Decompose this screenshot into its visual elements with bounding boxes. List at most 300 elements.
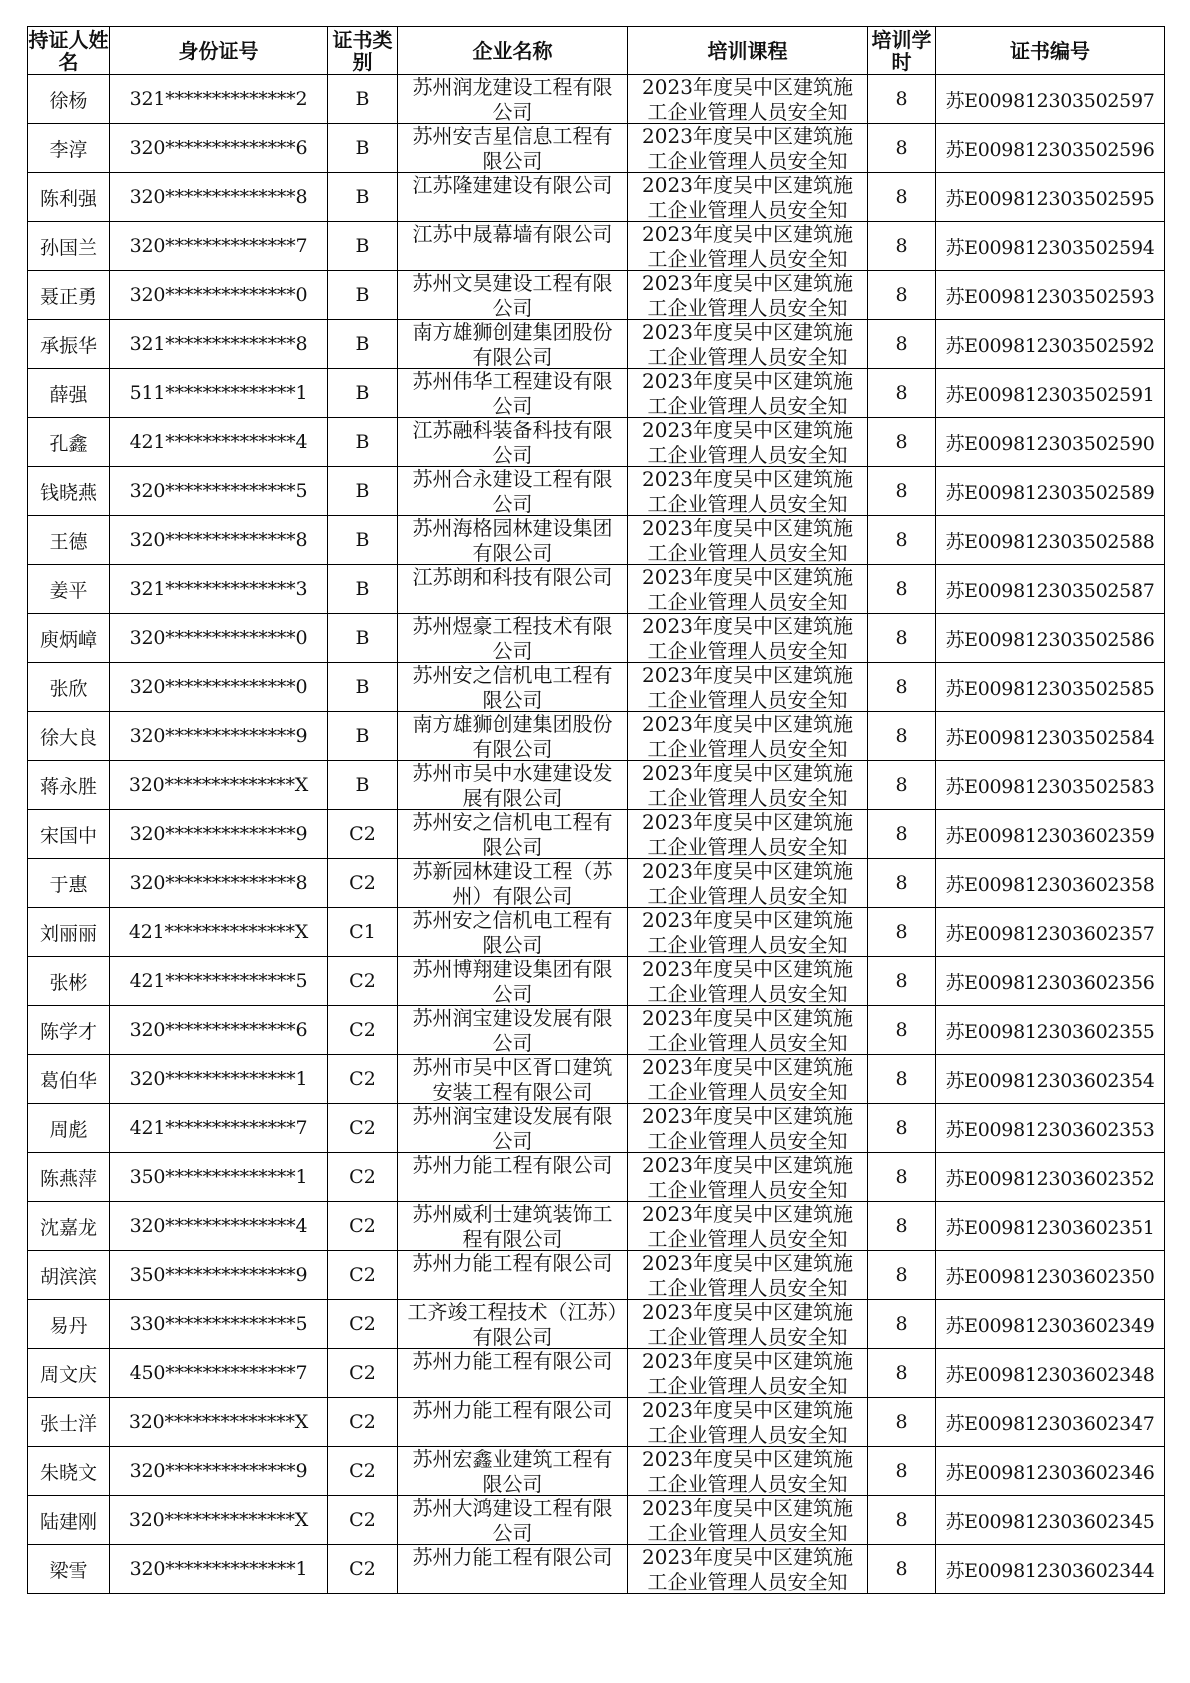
hours-cell: 8 xyxy=(868,1055,936,1104)
cert-type-cell: B xyxy=(328,663,398,712)
holder-name-cell: 梁雪 xyxy=(28,1545,110,1594)
id-number-cell: 421**************X xyxy=(110,908,328,957)
cert-number-cell: 苏E009812303502583 xyxy=(936,761,1165,810)
course-cell-text: 2023年度吴中区建筑施工企业管理人员安全知 xyxy=(642,565,853,613)
cert-number-cell: 苏E009812303602347 xyxy=(936,1398,1165,1447)
company-cell xyxy=(398,1251,628,1300)
course-cell-text: 2023年度吴中区建筑施工企业管理人员安全知 xyxy=(642,467,853,515)
id-number-cell: 320**************X xyxy=(110,1398,328,1447)
hours-cell: 8 xyxy=(868,75,936,124)
table-row xyxy=(28,418,1165,467)
company-cell xyxy=(398,1545,628,1594)
course-cell xyxy=(628,1447,868,1496)
id-number-cell: 421**************4 xyxy=(110,418,328,467)
cert-number-cell: 苏E009812303602349 xyxy=(936,1300,1165,1349)
table-row xyxy=(28,1398,1165,1447)
table-row xyxy=(28,614,1165,663)
table-row xyxy=(28,810,1165,859)
cert-type-cell: B xyxy=(328,320,398,369)
company-cell xyxy=(398,663,628,712)
course-cell xyxy=(628,614,868,663)
holder-name-cell: 钱晓燕 xyxy=(28,467,110,516)
company-cell xyxy=(398,418,628,467)
course-cell xyxy=(628,1496,868,1545)
company-cell-text: 苏州合永建设工程有限公司 xyxy=(412,467,613,515)
company-cell xyxy=(398,1447,628,1496)
company-cell xyxy=(398,1398,628,1447)
company-cell xyxy=(398,369,628,418)
hours-cell: 8 xyxy=(868,1006,936,1055)
cert-number-cell: 苏E009812303502596 xyxy=(936,124,1165,173)
company-cell-text: 苏州威利士建筑装饰工程有限公司 xyxy=(412,1202,613,1250)
company-cell xyxy=(398,859,628,908)
holder-name-cell: 徐大良 xyxy=(28,712,110,761)
hours-cell: 8 xyxy=(868,565,936,614)
cert-number-cell: 苏E009812303502585 xyxy=(936,663,1165,712)
course-cell-text: 2023年度吴中区建筑施工企业管理人员安全知 xyxy=(642,1006,853,1054)
course-cell xyxy=(628,957,868,1006)
company-cell-text: 苏新园林建设工程（苏州）有限公司 xyxy=(412,859,613,907)
holder-name-cell: 周彪 xyxy=(28,1104,110,1153)
table-row xyxy=(28,1251,1165,1300)
cert-number-cell: 苏E009812303602358 xyxy=(936,859,1165,908)
cert-type-cell: B xyxy=(328,418,398,467)
holder-name-cell: 陆建刚 xyxy=(28,1496,110,1545)
id-number-cell: 320**************6 xyxy=(110,1006,328,1055)
course-cell-text: 2023年度吴中区建筑施工企业管理人员安全知 xyxy=(642,75,853,123)
header-row xyxy=(28,27,1165,75)
table-row xyxy=(28,1300,1165,1349)
hours-cell: 8 xyxy=(868,1202,936,1251)
course-cell-text: 2023年度吴中区建筑施工企业管理人员安全知 xyxy=(642,271,853,319)
company-cell xyxy=(398,1153,628,1202)
company-cell-text: 江苏隆建建设有限公司 xyxy=(412,173,613,197)
company-cell xyxy=(398,1104,628,1153)
holder-name-cell: 张士洋 xyxy=(28,1398,110,1447)
cert-number-cell: 苏E009812303602359 xyxy=(936,810,1165,859)
id-number-cell: 320**************X xyxy=(110,1496,328,1545)
id-number-cell: 321**************8 xyxy=(110,320,328,369)
cert-number-cell: 苏E009812303502590 xyxy=(936,418,1165,467)
course-cell xyxy=(628,565,868,614)
cert-type-cell: C2 xyxy=(328,859,398,908)
hours-cell: 8 xyxy=(868,1545,936,1594)
company-cell xyxy=(398,1055,628,1104)
company-cell xyxy=(398,320,628,369)
header-cert-type: 证书类别 xyxy=(328,27,398,75)
course-cell xyxy=(628,712,868,761)
cert-type-cell: C2 xyxy=(328,1545,398,1594)
cert-type-cell: B xyxy=(328,222,398,271)
table-row xyxy=(28,1055,1165,1104)
id-number-cell: 320**************8 xyxy=(110,516,328,565)
company-cell xyxy=(398,124,628,173)
id-number-cell: 320**************0 xyxy=(110,614,328,663)
cert-type-cell: B xyxy=(328,712,398,761)
course-cell-text: 2023年度吴中区建筑施工企业管理人员安全知 xyxy=(642,810,853,858)
holder-name-cell: 张彬 xyxy=(28,957,110,1006)
cert-number-cell: 苏E009812303602357 xyxy=(936,908,1165,957)
cert-number-cell: 苏E009812303602346 xyxy=(936,1447,1165,1496)
course-cell xyxy=(628,173,868,222)
course-cell xyxy=(628,124,868,173)
cert-number-cell: 苏E009812303602348 xyxy=(936,1349,1165,1398)
company-cell xyxy=(398,712,628,761)
table-row xyxy=(28,1202,1165,1251)
header-company: 企业名称 xyxy=(398,27,628,75)
course-cell-text: 2023年度吴中区建筑施工企业管理人员安全知 xyxy=(642,712,853,760)
cert-type-cell: B xyxy=(328,271,398,320)
holder-name-cell: 葛伯华 xyxy=(28,1055,110,1104)
cert-type-cell: C2 xyxy=(328,1447,398,1496)
course-cell-text: 2023年度吴中区建筑施工企业管理人员安全知 xyxy=(642,1153,853,1201)
course-cell xyxy=(628,271,868,320)
hours-cell: 8 xyxy=(868,222,936,271)
course-cell-text: 2023年度吴中区建筑施工企业管理人员安全知 xyxy=(642,222,853,270)
holder-name-cell: 庾炳嶂 xyxy=(28,614,110,663)
hours-cell: 8 xyxy=(868,614,936,663)
course-cell-text: 2023年度吴中区建筑施工企业管理人员安全知 xyxy=(642,369,853,417)
course-cell xyxy=(628,418,868,467)
hours-cell: 8 xyxy=(868,467,936,516)
course-cell xyxy=(628,1300,868,1349)
hours-cell: 8 xyxy=(868,859,936,908)
company-cell-text: 苏州力能工程有限公司 xyxy=(412,1398,613,1422)
company-cell-text: 苏州市吴中水建建设发展有限公司 xyxy=(412,761,613,809)
id-number-cell: 350**************9 xyxy=(110,1251,328,1300)
course-cell xyxy=(628,1006,868,1055)
company-cell xyxy=(398,516,628,565)
course-cell xyxy=(628,1251,868,1300)
cert-type-cell: C2 xyxy=(328,1398,398,1447)
cert-number-cell: 苏E009812303602353 xyxy=(936,1104,1165,1153)
company-cell xyxy=(398,1202,628,1251)
id-number-cell: 421**************7 xyxy=(110,1104,328,1153)
company-cell-text: 苏州润龙建设工程有限公司 xyxy=(412,75,613,123)
company-cell-text: 江苏融科装备科技有限公司 xyxy=(412,418,613,466)
holder-name-cell: 周文庆 xyxy=(28,1349,110,1398)
holder-name-cell: 徐杨 xyxy=(28,75,110,124)
hours-cell: 8 xyxy=(868,1496,936,1545)
company-cell xyxy=(398,614,628,663)
holder-name-cell: 胡滨滨 xyxy=(28,1251,110,1300)
cert-type-cell: C2 xyxy=(328,1202,398,1251)
cert-number-cell: 苏E009812303602345 xyxy=(936,1496,1165,1545)
hours-cell: 8 xyxy=(868,418,936,467)
holder-name-cell: 聂正勇 xyxy=(28,271,110,320)
course-cell xyxy=(628,1398,868,1447)
cert-type-cell: B xyxy=(328,467,398,516)
course-cell-text: 2023年度吴中区建筑施工企业管理人员安全知 xyxy=(642,1202,853,1250)
table-body xyxy=(28,75,1165,1594)
hours-cell: 8 xyxy=(868,320,936,369)
holder-name-cell: 宋国中 xyxy=(28,810,110,859)
id-number-cell: 320**************8 xyxy=(110,173,328,222)
holder-name-cell: 张欣 xyxy=(28,663,110,712)
id-number-cell: 320**************6 xyxy=(110,124,328,173)
table-row xyxy=(28,957,1165,1006)
table-row xyxy=(28,663,1165,712)
company-cell-text: 苏州文昊建设工程有限公司 xyxy=(412,271,613,319)
course-cell-text: 2023年度吴中区建筑施工企业管理人员安全知 xyxy=(642,1104,853,1152)
hours-cell: 8 xyxy=(868,908,936,957)
course-cell-text: 2023年度吴中区建筑施工企业管理人员安全知 xyxy=(642,1055,853,1103)
hours-cell: 8 xyxy=(868,957,936,1006)
company-cell xyxy=(398,222,628,271)
id-number-cell: 320**************9 xyxy=(110,810,328,859)
company-cell xyxy=(398,271,628,320)
company-cell-text: 苏州伟华工程建设有限公司 xyxy=(412,369,613,417)
company-cell-text: 苏州市吴中区胥口建筑安装工程有限公司 xyxy=(412,1055,613,1103)
table-row xyxy=(28,908,1165,957)
hours-cell: 8 xyxy=(868,1447,936,1496)
course-cell-text: 2023年度吴中区建筑施工企业管理人员安全知 xyxy=(642,1300,853,1348)
course-cell xyxy=(628,1202,868,1251)
table-row xyxy=(28,859,1165,908)
course-cell-text: 2023年度吴中区建筑施工企业管理人员安全知 xyxy=(642,859,853,907)
table-row xyxy=(28,369,1165,418)
hours-cell: 8 xyxy=(868,1398,936,1447)
company-cell xyxy=(398,957,628,1006)
cert-number-cell: 苏E009812303502588 xyxy=(936,516,1165,565)
company-cell xyxy=(398,467,628,516)
table-row xyxy=(28,1006,1165,1055)
company-cell-text: 江苏中晟幕墙有限公司 xyxy=(412,222,613,246)
table-row xyxy=(28,516,1165,565)
course-cell-text: 2023年度吴中区建筑施工企业管理人员安全知 xyxy=(642,614,853,662)
course-cell-text: 2023年度吴中区建筑施工企业管理人员安全知 xyxy=(642,1349,853,1397)
table-header xyxy=(28,27,1165,75)
cert-number-cell: 苏E009812303602344 xyxy=(936,1545,1165,1594)
hours-cell: 8 xyxy=(868,173,936,222)
company-cell-text: 南方雄狮创建集团股份有限公司 xyxy=(412,712,613,760)
holder-name-cell: 于惠 xyxy=(28,859,110,908)
course-cell xyxy=(628,1545,868,1594)
holder-name-cell: 王德 xyxy=(28,516,110,565)
company-cell-text: 苏州安吉星信息工程有限公司 xyxy=(412,124,613,172)
company-cell xyxy=(398,1496,628,1545)
holder-name-cell: 陈学才 xyxy=(28,1006,110,1055)
company-cell xyxy=(398,75,628,124)
id-number-cell: 321**************3 xyxy=(110,565,328,614)
course-cell xyxy=(628,810,868,859)
company-cell-text: 苏州润宝建设发展有限公司 xyxy=(412,1006,613,1054)
hours-cell: 8 xyxy=(868,810,936,859)
id-number-cell: 450**************7 xyxy=(110,1349,328,1398)
holder-name-cell: 沈嘉龙 xyxy=(28,1202,110,1251)
hours-cell: 8 xyxy=(868,663,936,712)
course-cell-text: 2023年度吴中区建筑施工企业管理人员安全知 xyxy=(642,1545,853,1593)
company-cell-text: 苏州力能工程有限公司 xyxy=(412,1349,613,1373)
company-cell-text: 苏州力能工程有限公司 xyxy=(412,1545,613,1569)
id-number-cell: 320**************5 xyxy=(110,467,328,516)
course-cell-text: 2023年度吴中区建筑施工企业管理人员安全知 xyxy=(642,957,853,1005)
cert-number-cell: 苏E009812303502593 xyxy=(936,271,1165,320)
hours-cell: 8 xyxy=(868,1349,936,1398)
table-row xyxy=(28,271,1165,320)
header-course: 培训课程 xyxy=(628,27,868,75)
course-cell xyxy=(628,1349,868,1398)
course-cell xyxy=(628,320,868,369)
id-number-cell: 511**************1 xyxy=(110,369,328,418)
certificate-table xyxy=(27,26,1165,1594)
course-cell-text: 2023年度吴中区建筑施工企业管理人员安全知 xyxy=(642,761,853,809)
table-row xyxy=(28,1496,1165,1545)
cert-number-cell: 苏E009812303602351 xyxy=(936,1202,1165,1251)
holder-name-cell: 朱晓文 xyxy=(28,1447,110,1496)
id-number-cell: 350**************1 xyxy=(110,1153,328,1202)
holder-name-cell: 姜平 xyxy=(28,565,110,614)
table-row xyxy=(28,222,1165,271)
table-row xyxy=(28,1104,1165,1153)
cert-number-cell: 苏E009812303502594 xyxy=(936,222,1165,271)
company-cell xyxy=(398,1006,628,1055)
company-cell xyxy=(398,565,628,614)
company-cell-text: 苏州宏鑫业建筑工程有限公司 xyxy=(412,1447,613,1495)
company-cell-text: 苏州煜豪工程技术有限公司 xyxy=(412,614,613,662)
company-cell xyxy=(398,908,628,957)
id-number-cell: 421**************5 xyxy=(110,957,328,1006)
course-cell-text: 2023年度吴中区建筑施工企业管理人员安全知 xyxy=(642,418,853,466)
company-cell xyxy=(398,810,628,859)
company-cell-text: 苏州博翔建设集团有限公司 xyxy=(412,957,613,1005)
table-row xyxy=(28,320,1165,369)
hours-cell: 8 xyxy=(868,271,936,320)
cert-type-cell: B xyxy=(328,614,398,663)
holder-name-cell: 易丹 xyxy=(28,1300,110,1349)
company-cell xyxy=(398,761,628,810)
company-cell xyxy=(398,1349,628,1398)
cert-type-cell: B xyxy=(328,124,398,173)
company-cell-text: 苏州安之信机电工程有限公司 xyxy=(412,810,613,858)
course-cell-text: 2023年度吴中区建筑施工企业管理人员安全知 xyxy=(642,908,853,956)
company-cell-text: 苏州大鸿建设工程有限公司 xyxy=(412,1496,613,1544)
table-row xyxy=(28,75,1165,124)
holder-name-cell: 承振华 xyxy=(28,320,110,369)
hours-cell: 8 xyxy=(868,124,936,173)
course-cell-text: 2023年度吴中区建筑施工企业管理人员安全知 xyxy=(642,124,853,172)
table-row xyxy=(28,173,1165,222)
id-number-cell: 320**************4 xyxy=(110,1202,328,1251)
cert-number-cell: 苏E009812303502591 xyxy=(936,369,1165,418)
course-cell xyxy=(628,467,868,516)
cert-type-cell: B xyxy=(328,516,398,565)
cert-type-cell: B xyxy=(328,173,398,222)
cert-number-cell: 苏E009812303602354 xyxy=(936,1055,1165,1104)
cert-number-cell: 苏E009812303602356 xyxy=(936,957,1165,1006)
company-cell-text: 苏州海格园林建设集团有限公司 xyxy=(412,516,613,564)
holder-name-cell: 薛强 xyxy=(28,369,110,418)
cert-type-cell: C2 xyxy=(328,1251,398,1300)
holder-name-cell: 陈利强 xyxy=(28,173,110,222)
cert-number-cell: 苏E009812303602352 xyxy=(936,1153,1165,1202)
header-cert-number: 证书编号 xyxy=(936,27,1165,75)
course-cell-text: 2023年度吴中区建筑施工企业管理人员安全知 xyxy=(642,1251,853,1299)
course-cell xyxy=(628,369,868,418)
cert-type-cell: B xyxy=(328,565,398,614)
id-number-cell: 320**************1 xyxy=(110,1545,328,1594)
course-cell-text: 2023年度吴中区建筑施工企业管理人员安全知 xyxy=(642,173,853,221)
course-cell-text: 2023年度吴中区建筑施工企业管理人员安全知 xyxy=(642,1398,853,1446)
holder-name-cell: 刘丽丽 xyxy=(28,908,110,957)
id-number-cell: 320**************0 xyxy=(110,271,328,320)
header-id-number: 身份证号 xyxy=(110,27,328,75)
cert-type-cell: C2 xyxy=(328,1006,398,1055)
table-row xyxy=(28,761,1165,810)
cert-number-cell: 苏E009812303602350 xyxy=(936,1251,1165,1300)
holder-name-cell: 孙国兰 xyxy=(28,222,110,271)
header-hours: 培训学时 xyxy=(868,27,936,75)
hours-cell: 8 xyxy=(868,1104,936,1153)
table-row xyxy=(28,1545,1165,1594)
table-row xyxy=(28,712,1165,761)
hours-cell: 8 xyxy=(868,1251,936,1300)
course-cell xyxy=(628,75,868,124)
hours-cell: 8 xyxy=(868,761,936,810)
cert-type-cell: C2 xyxy=(328,957,398,1006)
company-cell-text: 苏州润宝建设发展有限公司 xyxy=(412,1104,613,1152)
table-row xyxy=(28,124,1165,173)
company-cell xyxy=(398,173,628,222)
hours-cell: 8 xyxy=(868,369,936,418)
id-number-cell: 320**************X xyxy=(110,761,328,810)
hours-cell: 8 xyxy=(868,516,936,565)
holder-name-cell: 陈燕萍 xyxy=(28,1153,110,1202)
cert-number-cell: 苏E009812303502592 xyxy=(936,320,1165,369)
cert-type-cell: C2 xyxy=(328,810,398,859)
cert-type-cell: C2 xyxy=(328,1496,398,1545)
table-row xyxy=(28,1349,1165,1398)
cert-number-cell: 苏E009812303502586 xyxy=(936,614,1165,663)
cert-type-cell: B xyxy=(328,369,398,418)
course-cell xyxy=(628,859,868,908)
id-number-cell: 320**************8 xyxy=(110,859,328,908)
cert-number-cell: 苏E009812303502587 xyxy=(936,565,1165,614)
table-row xyxy=(28,467,1165,516)
company-cell xyxy=(398,1300,628,1349)
company-cell-text: 工齐竣工程技术（江苏）有限公司 xyxy=(407,1300,618,1348)
cert-type-cell: C2 xyxy=(328,1104,398,1153)
cert-type-cell: C2 xyxy=(328,1300,398,1349)
course-cell-text: 2023年度吴中区建筑施工企业管理人员安全知 xyxy=(642,1447,853,1495)
cert-number-cell: 苏E009812303502595 xyxy=(936,173,1165,222)
holder-name-cell: 孔鑫 xyxy=(28,418,110,467)
hours-cell: 8 xyxy=(868,712,936,761)
id-number-cell: 320**************7 xyxy=(110,222,328,271)
course-cell-text: 2023年度吴中区建筑施工企业管理人员安全知 xyxy=(642,663,853,711)
cert-type-cell: C2 xyxy=(328,1153,398,1202)
table-row xyxy=(28,565,1165,614)
id-number-cell: 320**************9 xyxy=(110,1447,328,1496)
id-number-cell: 330**************5 xyxy=(110,1300,328,1349)
cert-number-cell: 苏E009812303502584 xyxy=(936,712,1165,761)
cert-type-cell: B xyxy=(328,75,398,124)
cert-type-cell: B xyxy=(328,761,398,810)
course-cell xyxy=(628,908,868,957)
course-cell-text: 2023年度吴中区建筑施工企业管理人员安全知 xyxy=(642,1496,853,1544)
company-cell-text: 苏州安之信机电工程有限公司 xyxy=(412,663,613,711)
table-row xyxy=(28,1153,1165,1202)
id-number-cell: 320**************1 xyxy=(110,1055,328,1104)
header-holder-name: 持证人姓名 xyxy=(28,27,109,74)
company-cell-text: 苏州安之信机电工程有限公司 xyxy=(412,908,613,956)
hours-cell: 8 xyxy=(868,1300,936,1349)
company-cell-text: 南方雄狮创建集团股份有限公司 xyxy=(412,320,613,368)
company-cell-text: 苏州力能工程有限公司 xyxy=(412,1251,613,1275)
course-cell xyxy=(628,1153,868,1202)
hours-cell: 8 xyxy=(868,1153,936,1202)
course-cell xyxy=(628,222,868,271)
